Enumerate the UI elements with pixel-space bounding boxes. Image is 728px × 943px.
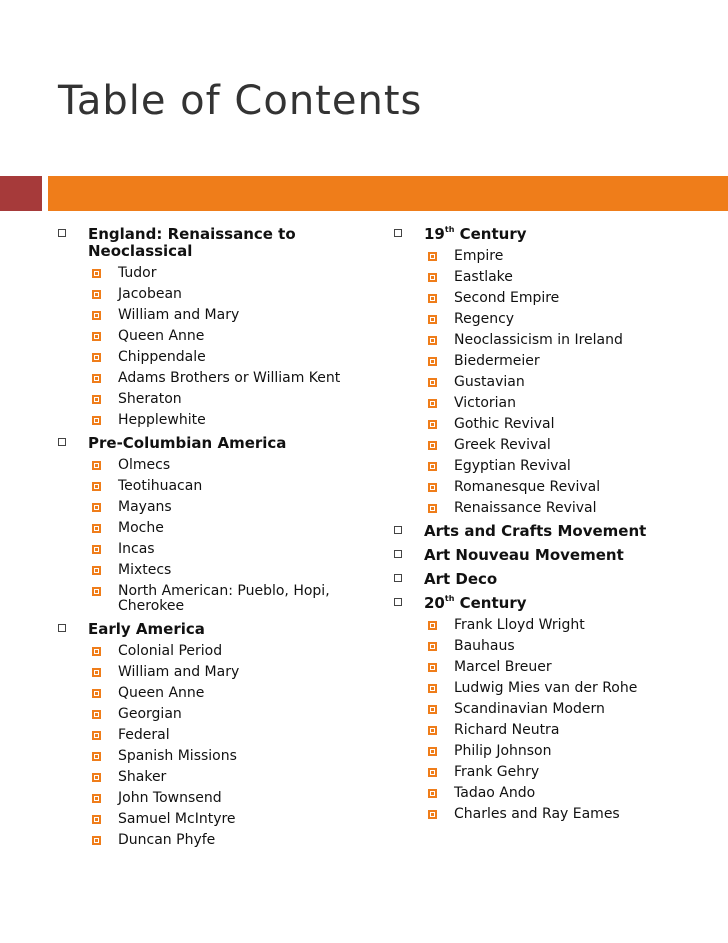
item-bullet-icon	[92, 374, 101, 383]
list-item	[88, 809, 376, 830]
list-item-label: Moche	[118, 520, 164, 536]
list-item-label: Federal	[118, 727, 170, 743]
list-item-label: Duncan Phyfe	[118, 832, 216, 848]
item-bullet-icon	[92, 482, 101, 491]
list-item-label: Greek Revival	[454, 437, 551, 453]
item-bullet-icon	[92, 416, 101, 425]
list-item	[88, 767, 376, 788]
list-item-label: Tudor	[118, 265, 157, 281]
list-item	[88, 539, 376, 560]
list-item	[424, 288, 722, 309]
list-item-label: John Townsend	[118, 790, 222, 806]
list-item-label: Mixtecs	[118, 562, 172, 578]
list-item-label: Spanish Missions	[118, 748, 237, 764]
list-item-label: Second Empire	[454, 290, 560, 306]
section-items	[88, 641, 376, 851]
item-bullet-icon	[92, 668, 101, 677]
header-band-orange-bar	[48, 176, 728, 211]
section-heading-text: Century	[454, 594, 527, 612]
list-item-label: Renaissance Revival	[454, 500, 597, 516]
section-heading: Pre-Columbian America	[88, 434, 287, 452]
list-item	[88, 746, 376, 767]
list-item-label: Romanesque Revival	[454, 479, 601, 495]
list-item	[424, 477, 722, 498]
item-bullet-icon	[428, 789, 437, 798]
section-heading: Arts and Crafts Movement	[424, 522, 647, 540]
list-item-label: Jacobean	[118, 286, 182, 302]
list-item-label: Teotihuacan	[118, 478, 203, 494]
section-heading	[424, 591, 722, 615]
item-bullet-icon	[428, 357, 437, 366]
list-item	[88, 830, 376, 851]
list-item-label: Chippendale	[118, 349, 206, 365]
list-item	[424, 267, 722, 288]
item-bullet-icon	[428, 294, 437, 303]
list-item	[88, 263, 376, 284]
list-item-label: Eastlake	[454, 269, 513, 285]
list-item	[424, 330, 722, 351]
item-bullet-icon	[92, 524, 101, 533]
list-item-label: Ludwig Mies van der Rohe	[454, 680, 638, 696]
list-item	[88, 326, 376, 347]
list-item	[88, 725, 376, 746]
toc-right-column	[392, 222, 722, 825]
list-item	[88, 305, 376, 326]
list-item	[88, 389, 376, 410]
section-bullet-icon	[394, 598, 402, 606]
toc-section-pre-columbian	[56, 431, 376, 617]
list-item-label: Gustavian	[454, 374, 525, 390]
list-item	[88, 788, 376, 809]
list-item-label: Frank Lloyd Wright	[454, 617, 585, 633]
list-item-label: Richard Neutra	[454, 722, 560, 738]
header-band-left-block	[0, 176, 42, 211]
item-bullet-icon	[92, 353, 101, 362]
list-item	[88, 683, 376, 704]
toc-section-19th-century	[392, 222, 722, 519]
list-item-label: Scandinavian Modern	[454, 701, 605, 717]
item-bullet-icon	[428, 378, 437, 387]
list-item-label: Hepplewhite	[118, 412, 206, 428]
toc-section-art-deco	[392, 567, 722, 591]
item-bullet-icon	[428, 768, 437, 777]
list-item	[88, 410, 376, 431]
list-item	[424, 456, 722, 477]
list-item-label: Regency	[454, 311, 515, 327]
header-band	[0, 176, 728, 211]
list-item-label: Empire	[454, 248, 504, 264]
list-item	[424, 657, 722, 678]
item-bullet-icon	[428, 252, 437, 261]
list-item	[88, 641, 376, 662]
section-items	[424, 246, 722, 519]
item-bullet-icon	[92, 311, 101, 320]
item-bullet-icon	[92, 545, 101, 554]
list-item	[424, 636, 722, 657]
list-item	[424, 414, 722, 435]
item-bullet-icon	[92, 290, 101, 299]
list-item-label: Olmecs	[118, 457, 171, 473]
item-bullet-icon	[92, 794, 101, 803]
toc-left-column	[56, 222, 376, 851]
list-item	[424, 246, 722, 267]
section-items	[88, 263, 376, 431]
item-bullet-icon	[92, 332, 101, 341]
item-bullet-icon	[428, 621, 437, 630]
section-heading: Early America	[88, 620, 205, 638]
list-item	[88, 704, 376, 725]
item-bullet-icon	[428, 336, 437, 345]
list-item	[424, 351, 722, 372]
list-item-label: Incas	[118, 541, 155, 557]
list-item	[88, 476, 376, 497]
item-bullet-icon	[428, 810, 437, 819]
toc-section-arts-and-crafts	[392, 519, 722, 543]
list-item	[88, 581, 376, 617]
item-bullet-icon	[92, 689, 101, 698]
list-item	[424, 804, 722, 825]
list-item	[424, 615, 722, 636]
item-bullet-icon	[92, 566, 101, 575]
list-item-label: Charles and Ray Eames	[454, 806, 620, 822]
item-bullet-icon	[428, 399, 437, 408]
section-heading-number: 20	[424, 594, 445, 612]
item-bullet-icon	[92, 269, 101, 278]
item-bullet-icon	[428, 273, 437, 282]
section-items	[424, 615, 722, 825]
section-heading-suffix: th	[444, 225, 455, 234]
item-bullet-icon	[92, 773, 101, 782]
list-item-label: Queen Anne	[118, 328, 205, 344]
list-item-label: Frank Gehry	[454, 764, 540, 780]
list-item-label: Victorian	[454, 395, 517, 411]
list-item-label: Shaker	[118, 769, 167, 785]
list-item	[424, 783, 722, 804]
list-item-label: Colonial Period	[118, 643, 223, 659]
list-item-label: Samuel McIntyre	[118, 811, 236, 827]
section-bullet-icon	[58, 438, 66, 446]
item-bullet-icon	[92, 731, 101, 740]
item-bullet-icon	[428, 747, 437, 756]
list-item	[424, 741, 722, 762]
item-bullet-icon	[92, 710, 101, 719]
section-bullet-icon	[58, 624, 66, 632]
list-item	[424, 309, 722, 330]
item-bullet-icon	[428, 642, 437, 651]
list-item-label: North American: Pueblo, Hopi, Cherokee	[118, 583, 330, 614]
toc-section-england	[56, 222, 376, 431]
list-item	[88, 497, 376, 518]
list-item-label: Egyptian Revival	[454, 458, 571, 474]
item-bullet-icon	[428, 684, 437, 693]
list-item-label: Philip Johnson	[454, 743, 552, 759]
section-heading: England: Renaissance to Neoclassical	[88, 225, 296, 260]
section-heading	[424, 222, 722, 246]
toc-section-early-america	[56, 617, 376, 851]
list-item-label: Neoclassicism in Ireland	[454, 332, 623, 348]
list-item	[88, 560, 376, 581]
list-item	[88, 347, 376, 368]
list-item	[88, 518, 376, 539]
list-item	[88, 455, 376, 476]
list-item	[424, 498, 722, 519]
item-bullet-icon	[92, 815, 101, 824]
item-bullet-icon	[428, 441, 437, 450]
item-bullet-icon	[428, 504, 437, 513]
section-heading-suffix: th	[444, 594, 455, 603]
section-bullet-icon	[394, 229, 402, 237]
item-bullet-icon	[92, 752, 101, 761]
item-bullet-icon	[428, 726, 437, 735]
section-items	[88, 455, 376, 617]
list-item-label: Bauhaus	[454, 638, 515, 654]
list-item-label: William and Mary	[118, 307, 240, 323]
toc-section-20th-century	[392, 591, 722, 825]
list-item-label: Gothic Revival	[454, 416, 555, 432]
toc-section-art-nouveau	[392, 543, 722, 567]
section-heading: Art Deco	[424, 570, 498, 588]
list-item	[424, 762, 722, 783]
list-item	[424, 372, 722, 393]
item-bullet-icon	[92, 836, 101, 845]
list-item-label: William and Mary	[118, 664, 240, 680]
list-item-label: Adams Brothers or William Kent	[118, 370, 341, 386]
list-item	[424, 393, 722, 414]
list-item	[88, 368, 376, 389]
list-item-label: Mayans	[118, 499, 172, 515]
list-item-label: Sheraton	[118, 391, 182, 407]
list-item	[88, 662, 376, 683]
section-heading-text: Century	[454, 225, 527, 243]
item-bullet-icon	[428, 420, 437, 429]
page-title: Table of Contents	[58, 78, 423, 124]
item-bullet-icon	[92, 503, 101, 512]
list-item-label: Queen Anne	[118, 685, 205, 701]
list-item	[424, 435, 722, 456]
list-item	[424, 699, 722, 720]
list-item-label: Georgian	[118, 706, 182, 722]
item-bullet-icon	[428, 663, 437, 672]
section-bullet-icon	[394, 526, 402, 534]
section-bullet-icon	[58, 229, 66, 237]
item-bullet-icon	[92, 461, 101, 470]
item-bullet-icon	[428, 462, 437, 471]
item-bullet-icon	[428, 315, 437, 324]
section-bullet-icon	[394, 574, 402, 582]
section-heading: Art Nouveau Movement	[424, 546, 624, 564]
list-item-label: Marcel Breuer	[454, 659, 552, 675]
list-item	[88, 284, 376, 305]
list-item-label: Biedermeier	[454, 353, 540, 369]
item-bullet-icon	[428, 483, 437, 492]
item-bullet-icon	[92, 587, 101, 596]
list-item	[424, 678, 722, 699]
list-item-label: Tadao Ando	[454, 785, 536, 801]
item-bullet-icon	[428, 705, 437, 714]
section-bullet-icon	[394, 550, 402, 558]
section-heading-number: 19	[424, 225, 445, 243]
item-bullet-icon	[92, 395, 101, 404]
item-bullet-icon	[92, 647, 101, 656]
list-item	[424, 720, 722, 741]
